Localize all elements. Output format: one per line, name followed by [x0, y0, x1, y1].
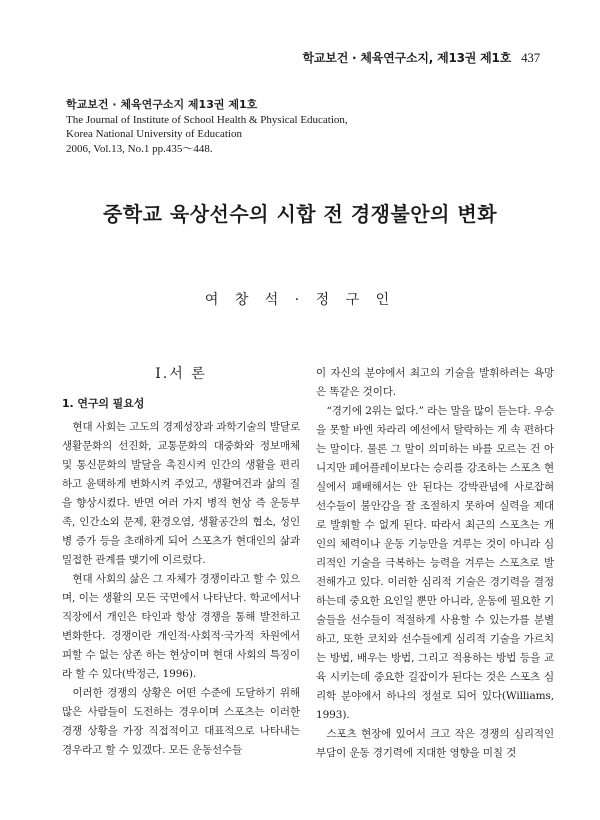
body-paragraph: 이 자신의 분야에서 최고의 기술을 발휘하려는 욕망은 똑같은 것이다. — [316, 367, 554, 398]
body-paragraph: 이러한 경쟁의 상황은 어떤 수준에 도달하기 위해 많은 사람들이 도전하는 경우이며 스포츠는 이러한 경쟁 상황을 가장 직접적이고 대표적으로 나타내는 경우라고 할 수 있겠다. 모든 운동선수들 — [62, 687, 300, 756]
page-number: 437 — [521, 50, 540, 65]
journal-title-korean: 학교보건 · 체육연구소지 제13권 제1호 — [66, 98, 258, 111]
section-heading: Ⅰ.서 론 — [155, 366, 207, 382]
article-title: 중학교 육상선수의 시합 전 경쟁불안의 변화 — [102, 202, 498, 226]
journal-title-english: The Journal of Institute of School Health & Physical Education, — [66, 113, 348, 126]
subsection-heading: 1. 연구의 필요성 — [62, 397, 145, 410]
running-head — [303, 49, 540, 66]
journal-info — [66, 98, 348, 156]
body-paragraph: 현대 사회의 삶은 그 자체가 경쟁이라고 할 수 있으며, 이는 생활의 모든 국면에서 나타난다. 학교에서나 직장에서 개인은 타인과 항상 경쟁을 통해 발전하고 변화한다. 경쟁이란 개인적·사회적·국가적 차원에서 피할 수 없는 상존 하는 현상이며 현대 사회의 특징이라 할 수 있다(박정근, 1996). — [62, 573, 300, 680]
right-column — [316, 364, 554, 763]
left-column — [62, 362, 300, 760]
article-authors: 여 창 석 · 정 구 인 — [204, 292, 396, 308]
running-head-journal: 학교보건 · 체육연구소지, 제13권 제1호 — [302, 51, 512, 65]
body-paragraph: 스포츠 현장에 있어서 크고 작은 경쟁의 심리적인 부담이 운동 경기력에 지대한 영향을 미칠 것 — [316, 728, 554, 759]
journal-university: Korea National University of Education — [66, 128, 242, 140]
body-paragraph: “경기에 2위는 없다.” 라는 말을 많이 듣는다. 우승을 못할 바엔 차라리 예선에서 탈락하는 게 속 편하다는 말이다. 물론 그 말이 의미하는 바를 모르는 건 아니지만 페어플레이보다는 승리를 강조하는 스포츠 현실에서 패배해서는 안 된다는 강박관념에 사로잡혀 선수들이 불안감을 잘 조절하지 못하여 실력을 제대로 발휘할 수 없게 된다. 따라서 최근의 스포츠는 개인의 체력이나 운동 기능만을 겨루는 것이 아니라 심리적인 기술을 극복하는 능력을 겨루는 스포츠로 발전해가고 있다. 이러한 심리적 기술은 경기력을 결정하는데 중요한 요인일 뿐만 아니라, 운동에 필요한 기술들을 선수들이 적절하게 사용할 수 있는가를 분별하고, 또한 코치와 선수들에게 심리적 기술을 가르치는 방법, 배우는 방법, 그리고 적용하는 방법 등을 교육 시키는데 중요한 길잡이가 된다는 것은 스포츠 심리학 분야에서 하나의 정설로 되어 있다(Williams, 1993). — [316, 405, 554, 721]
body-paragraph: 현대 사회는 고도의 경제성장과 과학기술의 발달로 생활문화의 선진화, 교통문화의 대중화와 정보매체 및 통신문화의 발달을 촉진시켜 인간의 생활을 편리하고 윤택하게 변화시켜 주었고, 생활여건과 삶의 질을 향상시켰다. 반면 여러 가지 병적 현상 즉 운동부족, 인간소외 문제, 환경오염, 생활공간의 협소, 성인병 증가 등을 초래하게 되어 스포츠가 현대인의 삶과 밀접한 관계를 맺기에 이르렀다. — [62, 421, 300, 566]
journal-citation: 2006, Vol.13, No.1 pp.435～448. — [66, 142, 213, 155]
